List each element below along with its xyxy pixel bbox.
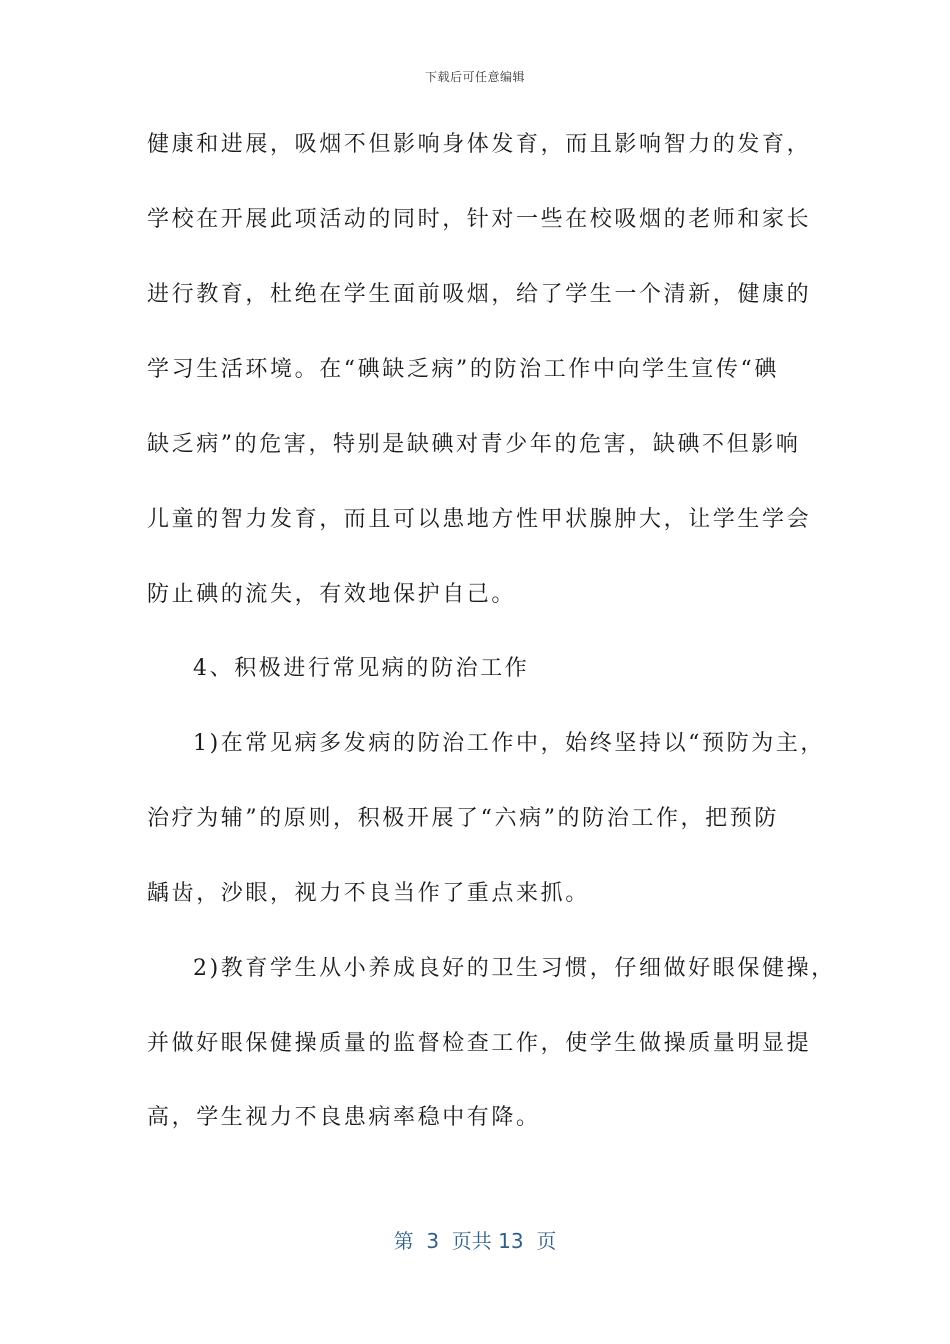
section-heading: 4、积极进行常见病的防治工作	[193, 656, 530, 681]
page-header-note: 下载后可任意编辑	[424, 70, 525, 84]
page-number-footer: 第 3 页共 13 页	[393, 1229, 557, 1253]
body-line: 并做好眼保健操质量的监督检查工作，使学生做操质量明显提	[147, 1031, 812, 1056]
body-line: 防止碘的流失，有效地保护自己。	[147, 582, 517, 607]
body-line: 高，学生视力不良患病率稳中有降。	[147, 1105, 541, 1130]
body-line: 健康和进展，吸烟不但影响身体发育，而且影响智力的发育，	[147, 132, 812, 157]
body-line: 学校在开展此项活动的同时，针对一些在校吸烟的老师和家长	[147, 207, 812, 232]
body-line: 儿童的智力发育，而且可以患地方性甲状腺肿大，让学生学会	[147, 507, 812, 532]
body-line: 缺乏病”的危害，特别是缺碘对青少年的危害，缺碘不但影响	[147, 432, 801, 457]
body-line: 龋齿，沙眼，视力不良当作了重点来抓。	[147, 881, 590, 906]
body-line: 进行教育，杜绝在学生面前吸烟，给了学生一个清新，健康的	[147, 282, 812, 307]
body-line: 1)在常见病多发病的防治工作中，始终坚持以“预防为主，	[193, 731, 826, 756]
body-line: 学习生活环境。在“碘缺乏病”的防治工作中向学生宣传“碘	[147, 357, 779, 382]
body-line: 治疗为辅”的原则，积极开展了“六病”的防治工作，把预防	[147, 806, 779, 831]
body-line: 2)教育学生从小养成良好的卫生习惯，仔细做好眼保健操，	[193, 956, 836, 981]
